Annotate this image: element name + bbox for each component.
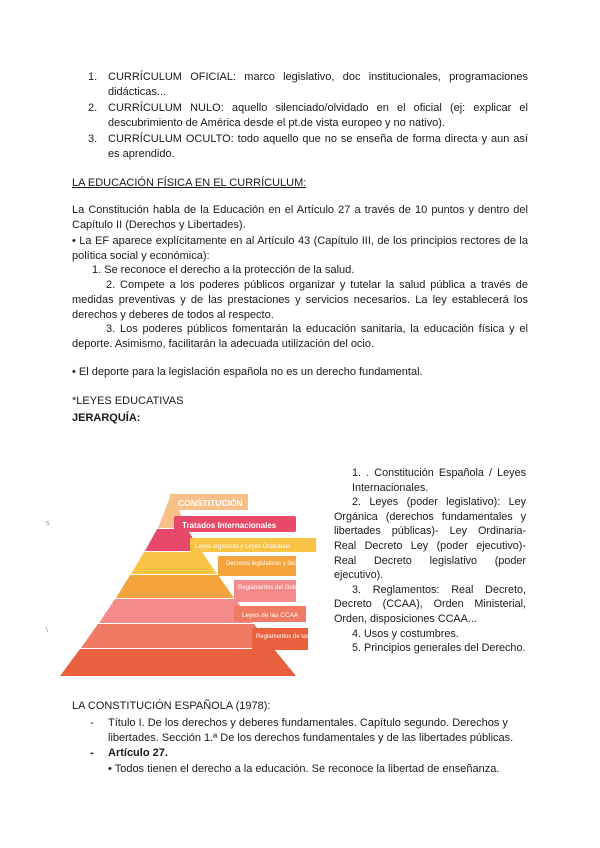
list-item: 3. Reglamentos: Real Decreto, Decreto (CCAA), Orden Ministerial, Orden, disposiciones CCAA... — [334, 583, 526, 625]
constitucion-sub: • Todos tienen el derecho a la educación. Se reconoce la libertad de enseñanza. — [108, 763, 500, 775]
list-item: 1. . Constitución Española / Leyes Internacionales. — [352, 467, 526, 494]
ef-heading: LA EDUCACIÓN FÍSICA EN EL CURRÍCULUM: — [72, 177, 307, 189]
pyramid-layer-7 — [60, 649, 296, 676]
pyramid-label: Leyes orgánicas y Leyes Ordinarias — [195, 544, 291, 550]
leyes-educativas: *LEYES EDUCATIVAS — [72, 395, 184, 407]
ef-point-2: 2. Compete a los poderes públicos organizar y tutelar la salud pública a través de medidas preventivas y de las prestaciones y servicios necesarios. La ley establecerá los derechos y deberes de todos al respecto. — [72, 279, 528, 321]
jerarquia-heading: JERARQUÍA: — [72, 412, 141, 424]
margin-mark: \ — [46, 627, 48, 634]
margin-mark: s — [46, 520, 50, 527]
list-item: - Título I. De los derechos y deberes fundamentales. Capítulo segundo. Derechos y libertades. Sección 1.ª De los derechos fundamentales y de las libertades públicas. — [90, 717, 514, 744]
list-item: 3. CURRÍCULUM OCULTO: todo aquello que no se enseña de forma directa y aun así es aprendido. — [88, 133, 528, 160]
pyramid-label: Decretos legislativos y decretos-leyes — [226, 561, 327, 567]
pyramid-layer-6 — [81, 624, 273, 648]
list-item: 2. Leyes (poder legislativo): Ley Orgánica (derechos fundamentales y libertades públicas)- Ley Ordinaria- Real Decreto Ley (poder ejecutivo)- Real Decreto legislativo (poder ejecutivo). — [334, 496, 526, 582]
pyramid-layer-4 — [116, 575, 234, 598]
hierarchy-pyramid — [58, 486, 328, 680]
list-item: 1. CURRÍCULUM OFICIAL: marco legislativo, doc institucionales, programaciones didácticas... — [88, 71, 528, 98]
ef-point-1: 1. Se reconoce el derecho a la protección de la salud. — [92, 264, 355, 276]
pyramid-layer-3 — [131, 552, 217, 574]
list-item: 5. Principios generales del Derecho. — [352, 642, 526, 655]
ef-intro: La Constitución habla de la Educación en el Artículo 27 a través de 10 puntos y dentro del Capítulo II (Derechos y Libertades). — [72, 204, 528, 231]
pyramid-label: CONSTITUCIÓN — [178, 498, 243, 508]
list-item: 2. CURRÍCULUM NULO: aquello silenciado/olvidado en el oficial (ej: explicar el descubrimiento de América desde el pt.de vista europeo y no nativo). — [88, 102, 528, 129]
list-item: - Artículo 27. — [90, 747, 168, 759]
ef-bullet-2: • El deporte para la legislación española no es un derecho fundamental. — [72, 366, 423, 378]
pyramid-label: Reglamentos del Gobierno — [238, 585, 310, 591]
pyramid-label: Tratados Internacionales — [182, 521, 277, 530]
curriculum-list — [88, 70, 528, 163]
pyramid-label: Reglamentos de las CCAA — [256, 634, 328, 640]
hierarchy-list — [334, 466, 526, 656]
pyramid-label: Leyes de las CCAA — [242, 612, 299, 619]
ef-bullet-1: • La EF aparece explícitamente en al Artículo 43 (Capítulo III, de los principios rectores de la política social y económica): — [72, 235, 528, 262]
ef-point-3: 3. Los poderes públicos fomentarán la educación sanitaria, la educación física y el deporte. Asimismo, facilitarán la adecuada utilización del ocio. — [72, 323, 528, 350]
constitucion-list — [90, 716, 530, 761]
list-item: 4. Usos y costumbres. — [352, 627, 459, 640]
label-box-5 — [234, 580, 296, 602]
constitucion-heading: LA CONSTITUCIÓN ESPAÑOLA (1978): — [72, 700, 271, 712]
pyramid-layer-5 — [99, 599, 253, 623]
